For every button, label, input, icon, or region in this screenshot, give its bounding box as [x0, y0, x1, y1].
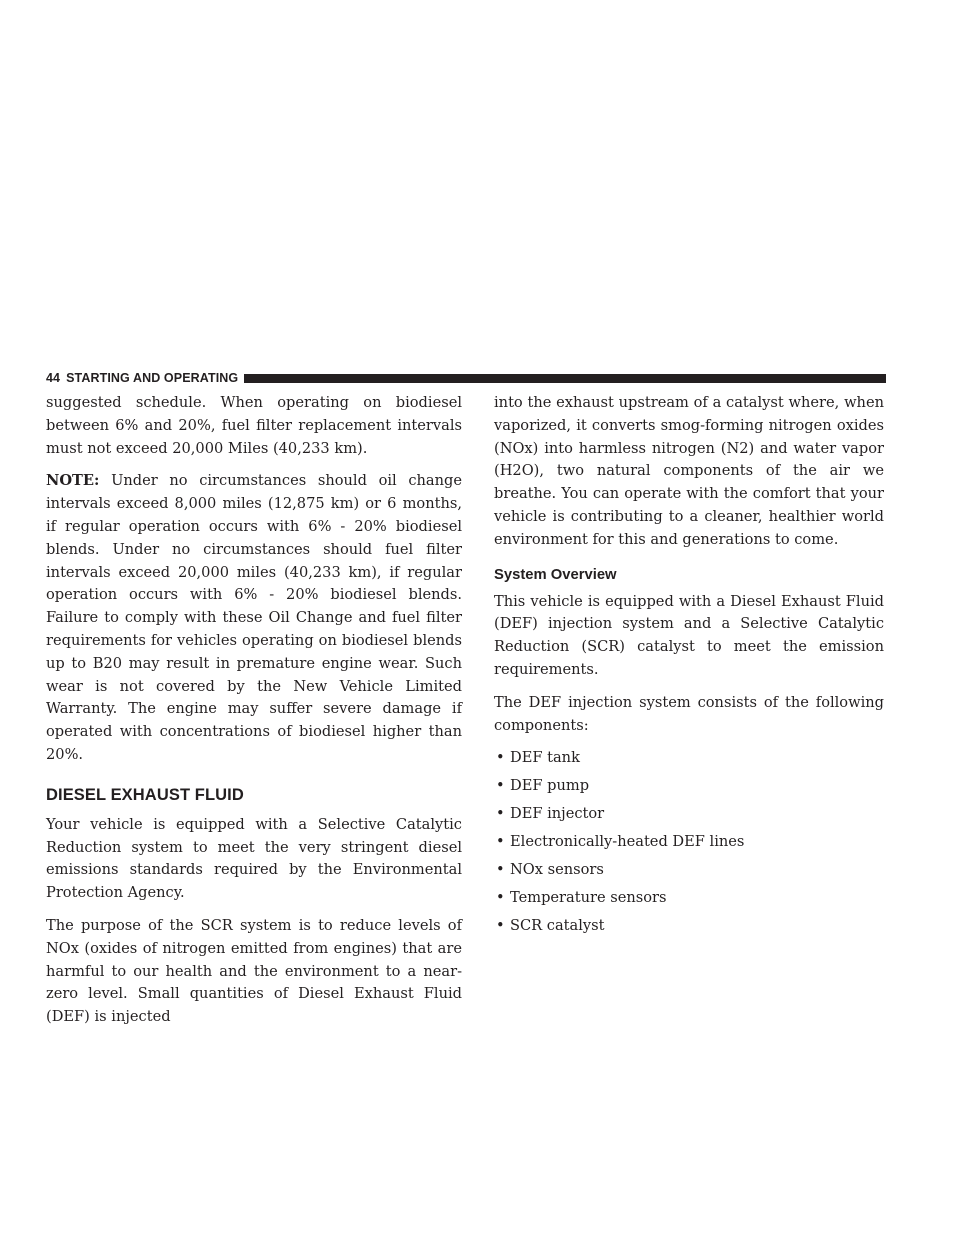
list-item: • NOx sensors — [494, 859, 884, 882]
left-column — [46, 392, 462, 1039]
paragraph-scr-purpose: The purpose of the SCR system is to reduce levels of NOx (oxides of nitrogen emitted from engines) that are harmful to our health and the environment to a near-zero level. Small quantities of Diesel Exhaust Fluid (DEF) is injected — [46, 916, 462, 1026]
note-text: Under no circumstances should oil change intervals exceed 8,000 miles (12,875 km) or 6 months, if regular operation occurs with 6% - 20% biodiesel blends. Under no circumstances should fuel filter intervals exceed 20,000 miles (40,233 km), if regular operation occurs with 6% - 20% biodiesel blends. Failure to comply with these Oil Change and fuel filter requirements for vehicles operating on biodiesel blends up to B20 may result in premature engine wear. Such wear is not covered by the New Vehicle Limited Warranty. The engine may suffer severe damage if operated with concentrations of biodiesel higher than 20%. — [46, 472, 462, 763]
bullet: • — [496, 777, 505, 795]
bullet: • — [496, 805, 505, 823]
paragraph-def-continued: into the exhaust upstream of a catalyst where, when vaporized, it converts smog-forming nitrogen oxides (NOx) into harmless nitrogen (N2) and water vapor (H2O), two natural components of the air we breathe. You can operate with the comfort that your vehicle is contributing to a cleaner, healthier world environment for this and generations to come. — [494, 394, 884, 548]
subheading-system-overview: System Overview — [494, 566, 617, 583]
note-label: NOTE: — [46, 472, 100, 490]
bullet: • — [496, 749, 505, 767]
bullet: • — [496, 861, 505, 879]
list-item: • Electronically-heated DEF lines — [494, 831, 884, 854]
list-item: • SCR catalyst — [494, 915, 884, 938]
list-item: • DEF injector — [494, 803, 884, 826]
list-item: • Temperature sensors — [494, 887, 884, 910]
header-rule — [244, 374, 886, 383]
bullet: • — [496, 889, 505, 907]
bullet: • — [496, 833, 505, 851]
section-heading-def: DIESEL EXHAUST FLUID — [46, 785, 244, 804]
components-list — [494, 747, 884, 938]
page-number: 44 — [46, 371, 61, 385]
paragraph-components-intro: The DEF injection system consists of the following components: — [494, 693, 884, 734]
list-item: • DEF tank — [494, 747, 884, 770]
paragraph-biodiesel-schedule: suggested schedule. When operating on biodiesel between 6% and 20%, fuel filter replacement intervals must not exceed 20,000 Miles (40,233 km). — [46, 394, 462, 457]
paragraph-scr-intro: Your vehicle is equipped with a Selective Catalytic Reduction system to meet the very stringent diesel emissions standards required by the Environmental Protection Agency. — [46, 815, 462, 902]
note-paragraph — [46, 470, 462, 766]
list-item: • DEF pump — [494, 775, 884, 798]
paragraph-system-equipped: This vehicle is equipped with a Diesel Exhaust Fluid (DEF) injection system and a Selective Catalytic Reduction (SCR) catalyst to meet the emission requirements. — [494, 592, 884, 678]
page-header — [46, 371, 886, 385]
bullet: • — [496, 917, 505, 935]
section-title: STARTING AND OPERATING — [66, 371, 239, 385]
right-column — [494, 392, 884, 943]
